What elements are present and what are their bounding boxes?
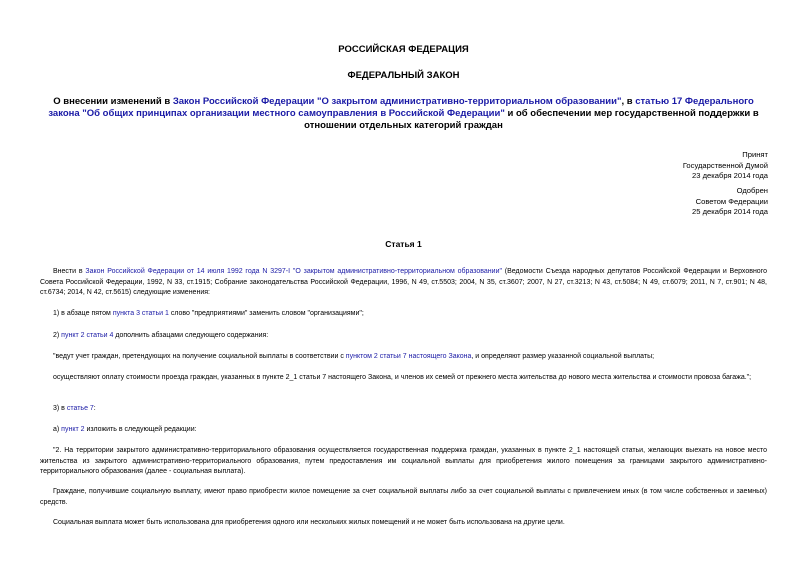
paragraph-item-1: 1) в абзаце пятом пункта 3 статьи 1 слово "предприятиями" заменить словом "организациями"; bbox=[53, 310, 364, 317]
paragraph-item-3: 3) в статье 7: bbox=[53, 405, 96, 412]
point-2-link[interactable]: пункт 2 bbox=[61, 426, 85, 433]
law-3297-link[interactable]: Закон Российской Федерации от 14 июля 1992 года N 3297-I "О закрытом административно-территориальном образовании" bbox=[85, 268, 502, 275]
paragraph-travel-costs: осуществляют оплату стоимости проезда граждан, указанных в пункте 2_1 статьи 7 настоящего Закона, и членов их семей от прежнего места жительства до нового места жительства и стоимости провоза багажа."; bbox=[53, 374, 752, 381]
paragraph-citizens: Граждане, получившие социальную выплату, имеют право приобрести жилое помещение за счет социальной выплаты либо за счет социальной выплаты с привлечением иных (в том числе собственных и заемных) средств. bbox=[40, 488, 767, 506]
article-17-link[interactable]: статью 17 Федерального закона "Об общих принципах организации местного самоуправления в Российской Федерации" bbox=[48, 96, 754, 119]
point-2-article-4-link[interactable]: пункт 2 статьи 4 bbox=[61, 332, 114, 339]
article-7-link[interactable]: статье 7 bbox=[66, 405, 94, 412]
doc-type-title: ФЕДЕРАЛЬНЫЙ ЗАКОН bbox=[347, 70, 460, 81]
paragraph-intro: Внести в Закон Российской Федерации от 14 июля 1992 года N 3297-I "О закрытом административно-территориальном образовании" (Ведомости Съезда народных депутатов Российской Федерации и Верховного Совета Российской Федерации, 1992, N 33, ст.1915; Собрание законодательства Российской Федерации, 1996, N 49, ст.5503; 2004, N 35, ст.3607; 2007, N 27, ст.3213; N 43, ст.5084; N 49, ст.6079; 2011, N 7, ст.901; N 48, ст.6734; 2014, N 42, ст.5615) следующие изменения: bbox=[40, 268, 767, 296]
law-title: О внесении изменений в Закон Российской Федерации "О закрытом административно-территориальном образовании", в статью 17 Федерального закона "Об общих принципах организации местного самоуправления в Российской Федерации" и об обеспечении мер государственной поддержки в отношении отдельных категорий граждан bbox=[48, 96, 759, 131]
point-2-article-7-link[interactable]: пунктом 2 статьи 7 настоящего Закона bbox=[345, 353, 472, 360]
paragraph-item-2: 2) пункт 2 статьи 4 дополнить абзацами следующего содержания: bbox=[53, 332, 269, 339]
paragraph-item-a: а) пункт 2 изложить в следующей редакции: bbox=[53, 426, 197, 433]
point-3-article-1-link[interactable]: пункта 3 статьи 1 bbox=[112, 310, 169, 317]
country-title: РОССИЙСКАЯ ФЕДЕРАЦИЯ bbox=[338, 44, 469, 55]
paragraph-usage: Социальная выплата может быть использована для приобретения одного или нескольких жилых помещений и не может быть использована на другие цели. bbox=[53, 519, 565, 526]
law-1992-link[interactable]: Закон Российской Федерации "О закрытом административно-территориальном образовании" bbox=[172, 96, 622, 107]
paragraph-quote-start: "ведут учет граждан, претендующих на получение социальной выплаты в соответствии с пунктом 2 статьи 7 настоящего Закона, и определяют размер указанной социальной выплаты; bbox=[53, 353, 655, 360]
article-heading: Статья 1 bbox=[385, 239, 422, 249]
council-approval: Одобрен Советом Федерации 25 декабря 2014 года bbox=[692, 186, 768, 216]
duma-adoption: Принят Государственной Думой 23 декабря 2014 года bbox=[682, 150, 768, 180]
paragraph-point-2-text: "2. На территории закрытого административно-территориального образования осуществляется государственная поддержка граждан, указанных в пункте 2_1 настоящей статьи, желающих выехать на новое место жительства из закрытого административно-территориального образования, путем предоставления им социальной выплаты для приобретения жилого помещения за границами закрытого административно-территориального образования (далее - социальная выплата). bbox=[40, 447, 767, 475]
